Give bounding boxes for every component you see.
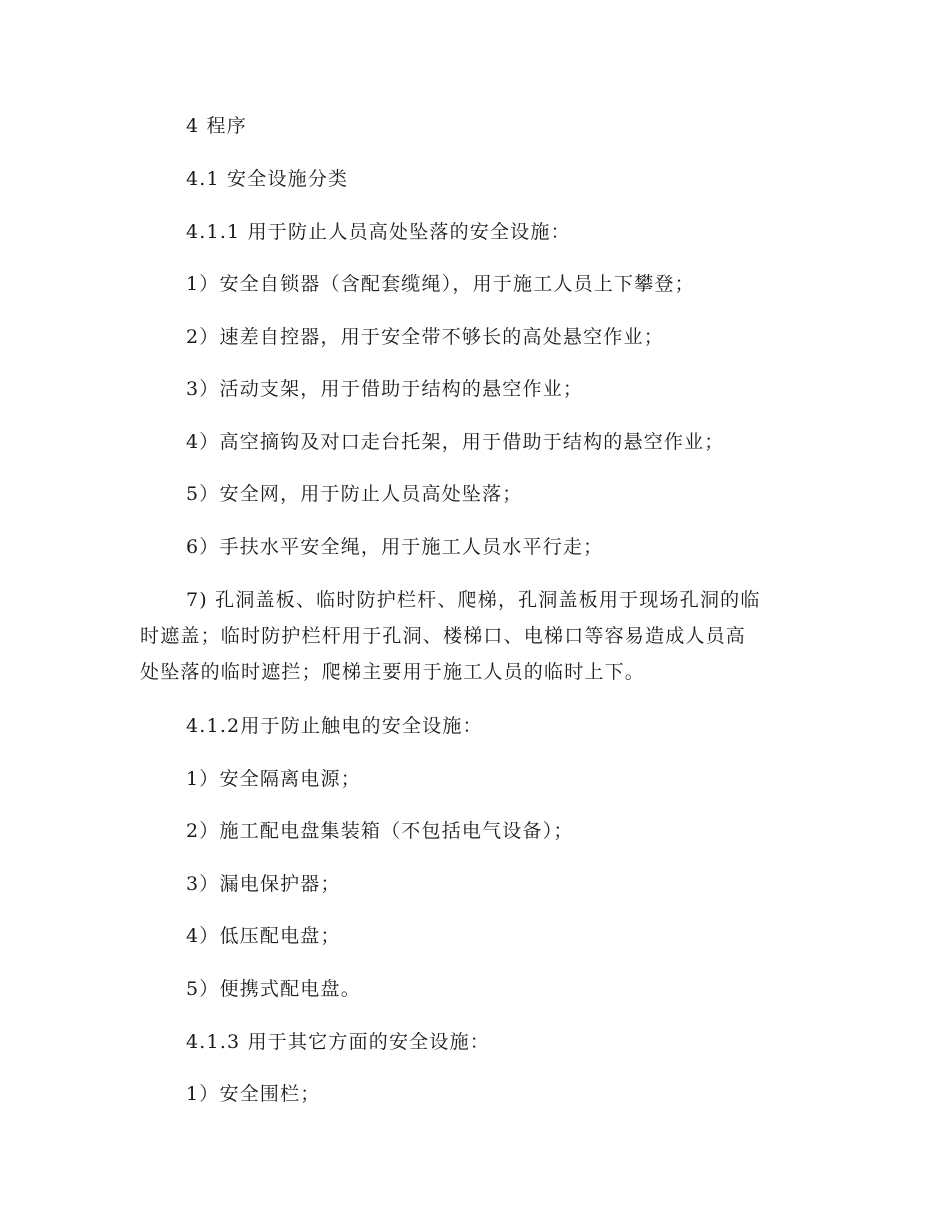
list-item: 1）安全自锁器（含配套缆绳），用于施工人员上下攀登； — [186, 273, 695, 295]
list-item: 2）施工配电盘集装箱（不包括电气设备）； — [186, 820, 574, 842]
paragraph-line: 7) 孔洞盖板、临时防护栏杆、爬梯，孔洞盖板用于现场孔洞的临 — [186, 589, 761, 611]
list-item: 1）安全隔离电源； — [186, 768, 361, 790]
list-item: 2）速差自控器，用于安全带不够长的高处悬空作业； — [186, 326, 664, 348]
subsection-heading: 4.1 安全设施分类 — [186, 168, 349, 190]
clause-heading: 4.1.1 用于防止人员高处坠落的安全设施： — [186, 221, 571, 243]
list-item: 5）便携式配电盘。 — [186, 978, 361, 1000]
clause-heading: 4.1.2用于防止触电的安全设施： — [186, 715, 483, 737]
list-item: 1）安全围栏； — [186, 1083, 321, 1105]
list-item: 4）高空摘钩及对口走台托架，用于借助于结构的悬空作业； — [186, 431, 725, 453]
list-item: 5）安全网，用于防止人员高处坠落； — [186, 483, 523, 505]
section-heading: 4 程序 — [186, 115, 247, 137]
list-item: 6）手扶水平安全绳，用于施工人员水平行走； — [186, 536, 604, 558]
paragraph-line: 时遮盖；临时防护栏杆用于孔洞、楼梯口、电梯口等容易造成人员高 — [140, 625, 747, 647]
clause-heading: 4.1.3 用于其它方面的安全设施： — [186, 1031, 490, 1053]
list-item: 3）漏电保护器； — [186, 873, 341, 895]
list-item: 3）活动支架，用于借助于结构的悬空作业； — [186, 378, 584, 400]
list-item: 4）低压配电盘； — [186, 925, 341, 947]
paragraph-line: 处坠落的临时遮拦；爬梯主要用于施工人员的临时上下。 — [140, 661, 646, 683]
